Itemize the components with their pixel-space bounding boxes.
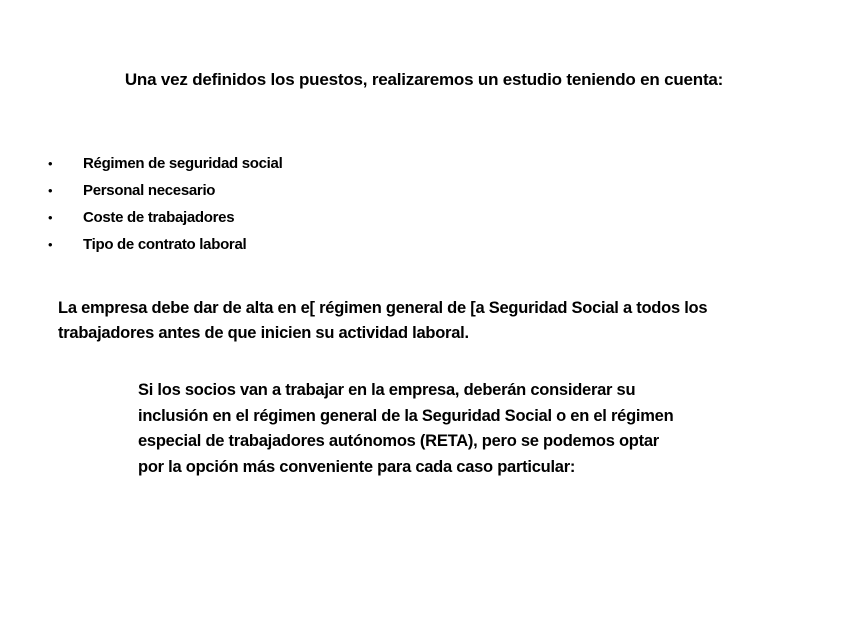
paragraph-line: por la opción más conveniente para cada caso particular:: [138, 457, 576, 476]
list-item: [48, 206, 282, 233]
bullet-text: Personal necesario: [83, 182, 216, 199]
paragraph-line: Si los socios van a trabajar en la empresa, deberán considerar su: [138, 381, 636, 399]
paragraph-line: trabajadores antes de que inicien su actividad laboral.: [58, 324, 469, 342]
bullet-icon: •: [48, 183, 53, 198]
paragraph-line: especial de trabajadores autónomos (RETA), pero se podemos optar: [138, 432, 659, 450]
paragraph-line: inclusión en el régimen general de la Seguridad Social o en el régimen: [138, 406, 674, 425]
bullet-text: Coste de trabajadores: [83, 209, 235, 226]
list-item: [48, 179, 282, 206]
list-item: [48, 233, 282, 260]
paragraph-social-security: [58, 296, 818, 346]
list-item: [48, 152, 282, 179]
bullet-icon: •: [48, 237, 53, 252]
slide-title: Una vez definidos los puestos, realizaremos un estudio teniendo en cuenta:: [124, 70, 724, 89]
bullet-icon: •: [48, 210, 53, 225]
bullet-text: Tipo de contrato laboral: [83, 236, 247, 253]
bullet-icon: •: [48, 156, 53, 171]
bullet-list: [48, 152, 282, 260]
bullet-text: Régimen de seguridad social: [83, 155, 283, 172]
paragraph-partners: [138, 378, 778, 480]
paragraph-line: La empresa debe dar de alta en e[ régimen general de [a Seguridad Social a todos los: [58, 299, 708, 317]
